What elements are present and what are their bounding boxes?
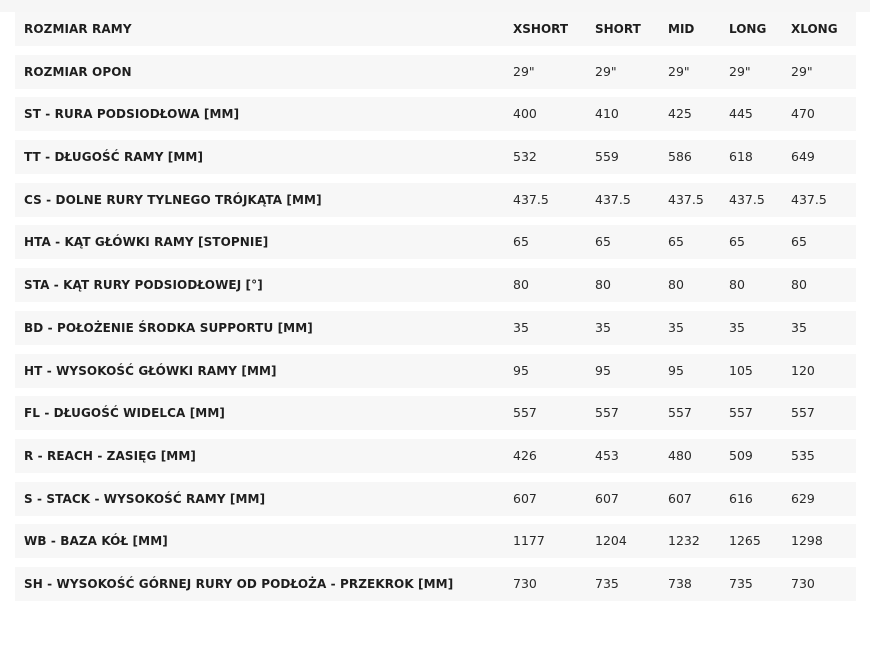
- row-value: 29": [595, 63, 617, 79]
- header-label: ROZMIAR RAMY: [24, 22, 132, 36]
- row-label: ROZMIAR OPON: [24, 64, 132, 79]
- row-value: 95: [595, 362, 611, 378]
- row-value: 607: [668, 490, 692, 506]
- row-label: HT - WYSOKOŚĆ GŁÓWKI RAMY [MM]: [24, 363, 277, 378]
- row-value: 35: [791, 319, 807, 335]
- row-value: 105: [729, 362, 753, 378]
- row-label: CS - DOLNE RURY TYLNEGO TRÓJKĄTA [MM]: [24, 192, 322, 207]
- row-label: BD - POŁOŻENIE ŚRODKA SUPPORTU [MM]: [24, 320, 313, 335]
- row-value: 1232: [668, 533, 700, 549]
- row-value: 35: [595, 319, 611, 335]
- table-row: [15, 55, 856, 89]
- row-value: 437.5: [513, 191, 549, 207]
- row-label: SH - WYSOKOŚĆ GÓRNEJ RURY OD PODŁOŻA - PRZEKROK [MM]: [24, 576, 454, 591]
- row-value: 607: [595, 490, 619, 506]
- header-size-mid: MID: [668, 22, 695, 36]
- table-row: [15, 439, 856, 473]
- row-value: 400: [513, 106, 537, 122]
- header-size-xlong: XLONG: [791, 22, 838, 36]
- row-value: 559: [595, 149, 619, 165]
- row-value: 437.5: [595, 191, 631, 207]
- header-size-short: SHORT: [595, 22, 641, 36]
- row-value: 730: [791, 575, 815, 591]
- row-value: 80: [513, 277, 529, 293]
- table-row: [15, 354, 856, 388]
- table-row: [15, 567, 856, 601]
- row-label: WB - BAZA KÓŁ [MM]: [24, 534, 168, 549]
- geometry-table: [15, 12, 856, 610]
- row-value: 426: [513, 447, 537, 463]
- row-value: 616: [729, 490, 753, 506]
- row-value: 35: [513, 319, 529, 335]
- row-label: ST - RURA PODSIODŁOWA [MM]: [24, 107, 240, 122]
- row-value: 410: [595, 106, 619, 122]
- row-value: 65: [595, 234, 611, 250]
- row-value: 29": [513, 63, 535, 79]
- row-value: 35: [668, 319, 684, 335]
- row-value: 735: [729, 575, 753, 591]
- row-value: 535: [791, 447, 815, 463]
- row-value: 80: [595, 277, 611, 293]
- row-value: 437.5: [729, 191, 765, 207]
- row-value: 735: [595, 575, 619, 591]
- row-value: 65: [668, 234, 684, 250]
- row-value: 445: [729, 106, 753, 122]
- row-label: STA - KĄT RURY PODSIODŁOWEJ [°]: [24, 278, 263, 293]
- row-value: 470: [791, 106, 815, 122]
- table-row: [15, 268, 856, 302]
- table-row: [15, 396, 856, 430]
- table-row: [15, 140, 856, 174]
- row-value: 557: [729, 405, 753, 421]
- row-value: 437.5: [791, 191, 827, 207]
- row-value: 649: [791, 149, 815, 165]
- row-value: 480: [668, 447, 692, 463]
- table-row: [15, 311, 856, 345]
- row-value: 453: [595, 447, 619, 463]
- row-value: 1177: [513, 533, 545, 549]
- top-strip: [0, 0, 870, 12]
- row-label: FL - DŁUGOŚĆ WIDELCA [MM]: [24, 406, 225, 421]
- row-value: 437.5: [668, 191, 704, 207]
- header-size-long: LONG: [729, 22, 767, 36]
- row-value: 35: [729, 319, 745, 335]
- row-value: 532: [513, 149, 537, 165]
- row-value: 586: [668, 149, 692, 165]
- row-value: 80: [729, 277, 745, 293]
- table-row: [15, 183, 856, 217]
- row-value: 557: [595, 405, 619, 421]
- row-value: 1265: [729, 533, 761, 549]
- table-row: [15, 225, 856, 259]
- row-value: 65: [791, 234, 807, 250]
- table-row: [15, 482, 856, 516]
- row-value: 1204: [595, 533, 627, 549]
- row-value: 557: [668, 405, 692, 421]
- row-value: 425: [668, 106, 692, 122]
- header-size-xshort: XSHORT: [513, 22, 569, 36]
- row-value: 95: [668, 362, 684, 378]
- row-value: 65: [729, 234, 745, 250]
- row-value: 557: [513, 405, 537, 421]
- row-value: 80: [791, 277, 807, 293]
- table-row: [15, 524, 856, 558]
- row-label: HTA - KĄT GŁÓWKI RAMY [STOPNIE]: [24, 235, 269, 250]
- row-value: 629: [791, 490, 815, 506]
- row-value: 29": [668, 63, 690, 79]
- row-value: 738: [668, 575, 692, 591]
- row-label: S - STACK - WYSOKOŚĆ RAMY [MM]: [24, 491, 266, 506]
- row-label: R - REACH - ZASIĘG [MM]: [24, 448, 196, 463]
- row-value: 80: [668, 277, 684, 293]
- row-value: 607: [513, 490, 537, 506]
- row-value: 557: [791, 405, 815, 421]
- row-label: TT - DŁUGOŚĆ RAMY [MM]: [24, 150, 204, 165]
- row-value: 65: [513, 234, 529, 250]
- row-value: 1298: [791, 533, 823, 549]
- row-value: 29": [729, 63, 751, 79]
- table-header-row: [15, 12, 856, 46]
- row-value: 120: [791, 362, 815, 378]
- row-value: 618: [729, 149, 753, 165]
- row-value: 95: [513, 362, 529, 378]
- row-value: 29": [791, 63, 813, 79]
- table-row: [15, 97, 856, 131]
- row-value: 730: [513, 575, 537, 591]
- row-value: 509: [729, 447, 753, 463]
